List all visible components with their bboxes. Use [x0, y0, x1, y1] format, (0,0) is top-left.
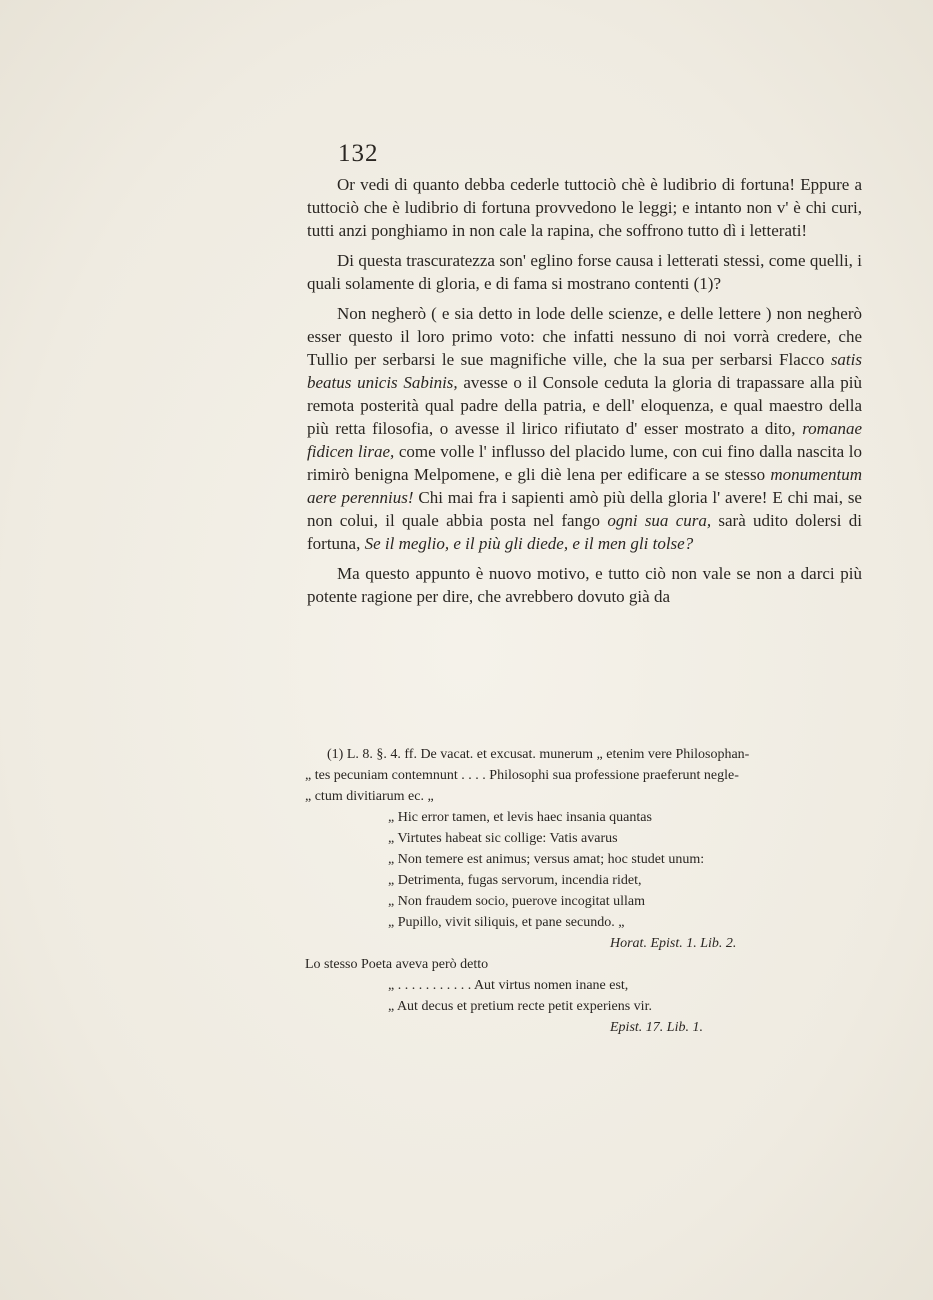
citation: Epist. 17. Lib. 1. — [610, 1020, 703, 1035]
footnote-line: „ tes pecuniam contemnunt . . . . Philosophi sua professione praeferunt negle- — [305, 768, 739, 783]
paragraph-text: Or vedi di quanto debba cederle tuttociò chè è ludibrio di fortuna! Eppure a tuttociò che è ludibrio di fortuna provvedono le leggi; e intanto non v' è chi curi, tutti anzi ponghiamo in non cale la rapina, che soffrono tutto dì i letterati! — [307, 175, 862, 240]
paragraph-1 — [307, 173, 862, 242]
latin-quote: satis beatus unicis Sabinis, — [307, 350, 862, 392]
paragraph-text: sarà udito dolersi di fortuna, — [307, 511, 863, 553]
latin-quote: romanae fidicen lirae, — [307, 419, 862, 461]
footnote-note: Lo stesso Poeta aveva però detto — [305, 957, 489, 972]
italian-quote: Se il meglio, e il più gli diede, e il men gli tolse? — [364, 534, 694, 553]
verse-line: „ Pupillo, vivit siliquis, et pane secundo. „ — [388, 915, 625, 930]
italian-quote: ogni sua cura, — [607, 511, 712, 530]
paragraph-text: avesse o il Console ceduta la gloria di trapassare alla più remota posterità qual padre della patria, e dell' eloquenza, e qual maestro della più retta filosofia, o avesse il lirico rifiutato d' esser mostrato a dito, — [307, 373, 862, 438]
verse-line: „ Hic error tamen, et levis haec insania quantas — [388, 810, 652, 825]
paragraph-text: Chi mai fra i sapienti amò più della gloria l' avere! E chi mai, se non colui, il quale abbia posta nel fango — [307, 488, 862, 530]
paragraph-text: Ma questo appunto è nuovo motivo, e tutto ciò non vale se non a darci più potente ragione per dire, che avrebbero dovuto già da — [307, 564, 862, 606]
verse-line: „ Detrimenta, fugas servorum, incendia ridet, — [388, 873, 642, 888]
main-text — [307, 173, 862, 615]
paragraph-3 — [307, 302, 862, 555]
verse-line: „ Non temere est animus; versus amat; hoc studet unum: — [388, 852, 705, 867]
paragraph-text: Di questa trascuratezza son' eglino forse causa i letterati stessi, come quelli, i quali solamente di gloria, e di fama si mostrano contenti (1)? — [307, 251, 862, 293]
verse-line: „ Aut decus et pretium recte petit experiens vir. — [388, 999, 652, 1014]
latin-quote: monumentum aere perennius! — [307, 465, 862, 507]
paragraph-text: Non negherò ( e sia detto in lode delle scienze, e delle lettere ) non negherò esser questo il loro primo voto: che infatti nessuno di noi vorrà credere, che Tullio per serbarsi le sue magnifiche ville, che la sua per serbarsi Flacco — [307, 304, 862, 369]
page-number: 132 — [338, 140, 379, 167]
verse-line: „ Virtutes habeat sic collige: Vatis avarus — [388, 831, 618, 846]
verse-line: „ . . . . . . . . . . . Aut virtus nomen inane est, — [388, 978, 629, 993]
footnote — [305, 744, 865, 1038]
verse-line: „ Non fraudem socio, puerove incogitat ullam — [388, 894, 645, 909]
paragraph-4 — [307, 562, 862, 608]
citation: Horat. Epist. 1. Lib. 2. — [610, 936, 737, 951]
paragraph-2 — [307, 249, 862, 295]
footnote-line: „ ctum divitiarum ec. „ — [305, 789, 434, 804]
footnote-line: (1) L. 8. §. 4. ff. De vacat. et excusat. munerum „ etenim vere Philosophan- — [327, 747, 750, 762]
paragraph-text: come volle l' influsso del placido lume, con cui fino dalla nascita lo rimirò benigna Melpomene, e gli diè lena per edificare a se stesso — [307, 442, 862, 484]
